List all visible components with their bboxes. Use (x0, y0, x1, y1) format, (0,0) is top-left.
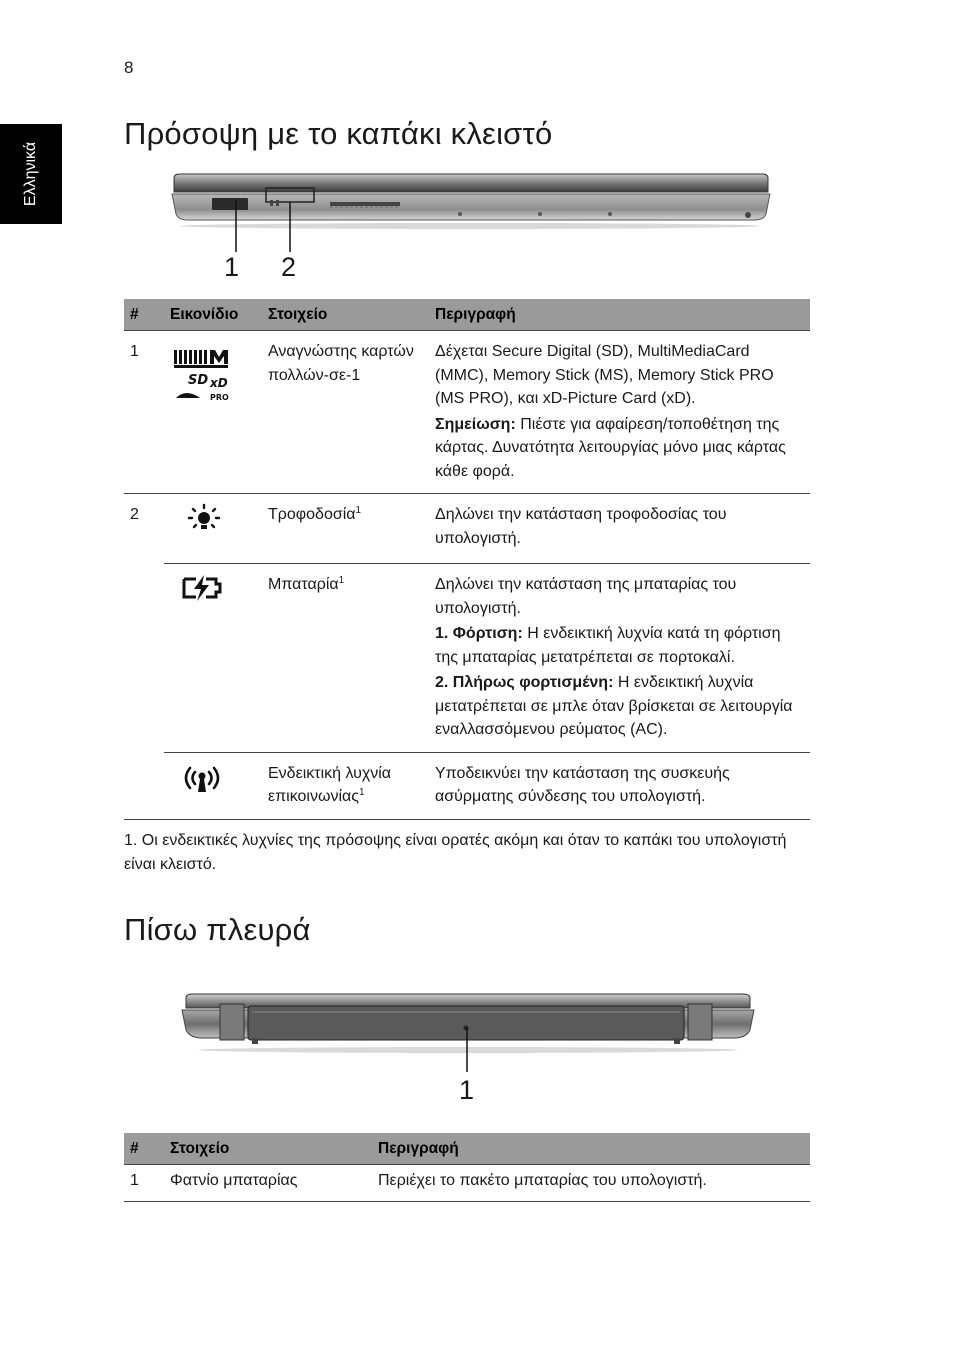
header-num: # (124, 299, 164, 331)
row-num (124, 564, 164, 753)
svg-text:xD: xD (210, 376, 228, 390)
power-indicator-icon (164, 494, 262, 564)
row-item: Αναγνώστης καρτών πολλών-σε-1 (262, 331, 429, 494)
row-num (124, 752, 164, 819)
page-number: 8 (124, 58, 134, 77)
row-description: Περιέχει το πακέτο μπαταρίας του υπολογιστή. (372, 1165, 810, 1202)
rear-spec-table (124, 1133, 810, 1202)
front-spec-table (124, 299, 810, 820)
header-item: Στοιχείο (164, 1133, 372, 1165)
row-num: 1 (124, 1165, 164, 1202)
language-tab (0, 124, 62, 224)
row-description: Δέχεται Secure Digital (SD), MultiMediaCard (MMC), Memory Stick (MS), Memory Stick PRO (MS PRO), και xD-Picture Card (xD). Σημείωση: Πιέστε για αφαίρεση/τοποθέτηση της κάρτας. Δυνατότητα λειτουργίας μόνο μιας κάρτας κάθε φορά. (429, 331, 810, 494)
battery-indicator-icon (164, 564, 262, 753)
card-reader-icon (164, 331, 262, 494)
front-callout-1: 1 (224, 252, 240, 282)
row-description: Δηλώνει την κατάσταση τροφοδοσίας του υπολογιστή. (429, 494, 810, 564)
svg-text:SD: SD (188, 373, 209, 388)
laptop-front-view-image (170, 170, 772, 270)
table-row (124, 494, 810, 564)
front-callout-2: 2 (281, 252, 297, 282)
row-num: 1 (124, 331, 164, 494)
rear-callout-1: 1 (459, 1075, 475, 1105)
row-description: Υποδεικνύει την κατάσταση της συσκευής ασύρματης σύνδεσης του υπολογιστή. (429, 752, 810, 819)
header-description: Περιγραφή (372, 1133, 810, 1165)
rear-section-title: Πίσω πλευρά (124, 912, 311, 947)
table-row (124, 1165, 810, 1202)
row-item: Τροφοδοσία$^1$ (262, 494, 429, 564)
row-item: Φατνίο μπαταρίας (164, 1165, 372, 1202)
table-row (124, 564, 810, 753)
table-row (124, 331, 810, 494)
language-tab-label: Ελληνικά (22, 141, 39, 207)
row-item: Μπαταρία$^1$ (262, 564, 429, 753)
row-num: 2 (130, 506, 139, 523)
header-icon: Εικονίδιο (164, 299, 262, 331)
table-row (124, 752, 810, 819)
row-description: Δηλώνει την κατάσταση της μπαταρίας του υπολογιστή. 1. Φόρτιση: Η ενδεικτική λυχνία κατά τη φόρτιση της μπαταρίας μετατρέπεται σε πορτοκαλί. 2. Πλήρως φορτισμένη: Η ενδεικτική λυχνία μετατρέπεται σε μπλε όταν βρίσκεται σε λειτουργία εναλλασσόμενου ρεύματος (AC). (429, 564, 810, 753)
header-item: Στοιχείο (262, 299, 429, 331)
header-description: Περιγραφή (429, 299, 810, 331)
wireless-indicator-icon (164, 752, 262, 819)
row-item: Ενδεικτική λυχνία επικοινωνίας$^1$ (262, 752, 429, 819)
front-section-title: Πρόσοψη με το καπάκι κλειστό (124, 116, 553, 151)
footnote: 1. Οι ενδεικτικές λυχνίες της πρόσοψης είναι ορατές ακόμη και όταν το καπάκι του υπολογιστή είναι κλειστό. (124, 832, 787, 873)
header-num: # (124, 1133, 164, 1165)
svg-text:PRO: PRO (210, 393, 229, 402)
